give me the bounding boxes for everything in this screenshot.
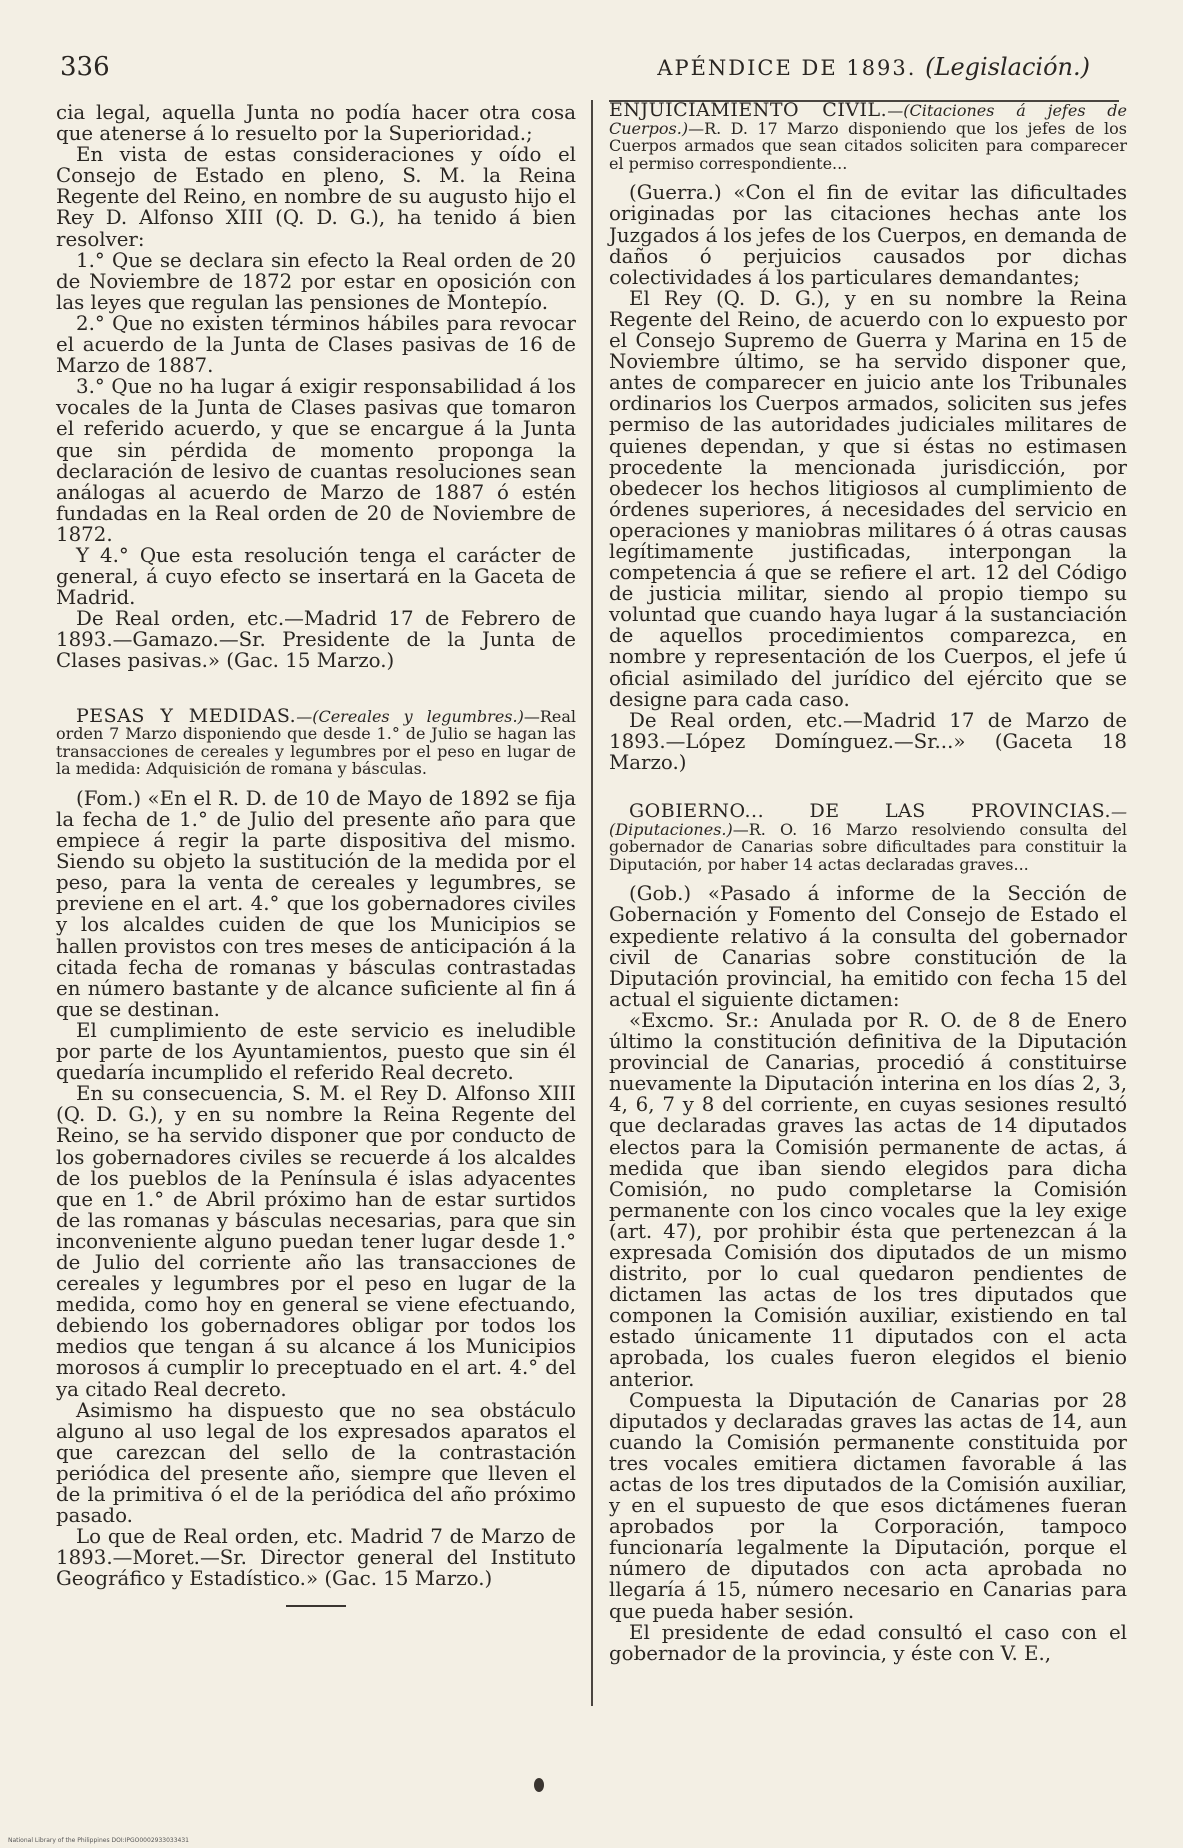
ink-blot xyxy=(534,1778,544,1792)
paragraph: (Fom.) «En el R. D. de 10 de Mayo de 1892 se fija la fecha de 1.° de Julio del presente año para que empiece á regir la parte dispositiva del mismo. Siendo su objeto la sustitución de la medida por el peso, para la venta de cereales y legumbres, se previene en el art. 4.° que los gobernadores civiles y los alcaldes cuiden de que los Municipios se hallen provistos con tres meses de anticipación á la citada fecha de romanas y básculas contrastadas en número bastante y de alcance suficiente al fin á que se destinan. xyxy=(56,786,576,1021)
paragraph: (Gob.) «Pasado á informe de la Sección de Gobernación y Fomento del Consejo de Estado el expediente relativo á la consulta del gobernador civil de Canarias sobre constitución de la Diputación provincial, ha emitido con fecha 15 del actual el siguiente dictamen: xyxy=(609,882,1127,1011)
running-title xyxy=(657,53,1090,81)
section-subtitle: —(Cereales y legumbres.) xyxy=(296,706,524,726)
running-subtitle: (Legislación.) xyxy=(925,53,1090,81)
section-summary: —Real orden 7 Marzo disponiendo que desde 1.° de Julio se hagan las transacciones de cereales y legumbres por el peso en lugar de la medida: Adquisición de romana y básculas. xyxy=(56,706,576,779)
section-end-rule xyxy=(286,1605,346,1607)
paragraph: El presidente de edad consultó el caso con el gobernador de la provincia, y éste con V. E., xyxy=(609,1620,1127,1665)
left-column xyxy=(56,102,576,1607)
section-title: ENJUICIAMIENTO CIVIL. xyxy=(609,99,888,121)
column-divider xyxy=(591,100,593,1706)
paragraph: 2.° Que no existen términos hábiles para revocar el acuerdo de la Junta de Clases pasivas de 16 de Marzo de 1887. xyxy=(56,311,576,378)
section-subtitle: —(Citaciones á jefes de Cuerpos.) xyxy=(609,101,1127,138)
paragraph: De Real orden, etc.—Madrid 17 de Marzo de 1893.—López Domínguez.—Sr...» (Gaceta 18 Marzo.) xyxy=(609,708,1127,774)
paragraph: 3.° Que no ha lugar á exigir responsabilidad á los vocales de la Junta de Clases pasivas que tomaron el referido acuerdo, y que se encargue á la Junta que sin pérdida de momento proponga la declaración de lesivo de cuantas resoluciones sean análogas al acuerdo de Marzo de 1887 ó estén fundadas en la Real orden de 20 de Noviembre de 1872. xyxy=(56,375,576,546)
section-title: GOBIERNO... DE LAS PROVINCIAS. xyxy=(629,800,1111,822)
running-title-text: APÉNDICE DE 1893. xyxy=(657,56,917,80)
paragraph: En vista de estas consideraciones y oído el Consejo de Estado en pleno, S. M. la Reina Regente del Reino, en nombre de su augusto hijo el Rey D. Alfonso XIII (Q. D. G.), ha tenido á bien resolver: xyxy=(56,143,576,251)
paragraph: cia legal, aquella Junta no podía hacer otra cosa que atenerse á lo resuelto por la Superioridad.; xyxy=(56,101,576,146)
section-spacer xyxy=(609,773,1127,803)
section-title: PESAS Y MEDIDAS. xyxy=(76,704,297,727)
section-heading xyxy=(56,704,576,779)
paragraph: El cumplimiento de este servicio es ineludible por parte de los Ayuntamientos, puesto que sin él quedaría incumplido el referido Real decreto. xyxy=(56,1018,576,1085)
paragraph: Asimismo ha dispuesto que no sea obstáculo alguno al uso legal de los expresados aparatos el que carezcan del sello de la contrastación periódica del presente año, siempre que lleven el de la primitiva ó el de la periódica del año próximo pasado. xyxy=(56,1398,576,1528)
paragraph: De Real orden, etc.—Madrid 17 de Febrero de 1893.—Gamazo.—Sr. Presidente de la Junta de Clases pasivas.» (Gac. 15 Marzo.) xyxy=(56,607,576,673)
section-summary: —R. D. 17 Marzo disponiendo que los jefes de los Cuerpos armados que sean citados soliciten para comparecer el permiso correspondiente... xyxy=(609,118,1127,173)
page-number: 336 xyxy=(60,52,110,82)
paragraph: Lo que de Real orden, etc. Madrid 7 de Marzo de 1893.—Moret.—Sr. Director general del Instituto Geográfico y Estadístico.» (Gac. 15 Marzo.) xyxy=(56,1525,576,1591)
paragraph: (Guerra.) «Con el fin de evitar las dificultades originadas por las citaciones hechas ante los Juzgados á los jefes de los Cuerpos, en demanda de daños ó perjuicios causados por dichas colectividades á los particulares demandantes; xyxy=(609,181,1127,289)
paragraph: «Excmo. Sr.: Anulada por R. O. de 8 de Enero último la constitución definitiva de la Diputación provincial de Canarias, procedió á constituirse nuevamente la Diputación interina en los días 2, 3, 4, 6, 7 y 8 del corriente, en cuyas sesiones resultó que declaradas graves las actas de 14 diputados electos para la Comisión permanente de actas, á medida que iban siendo elegidos para dicha Comisión, no pudo completarse la Comisión permanente con los cinco vocales que la ley exige (art. 47), por prohibir ésta que pertenezcan á la expresada Comisión dos diputados de un mismo distrito, por lo cual quedaron pendientes de dictamen las actas de los tres diputados que componen la Comisión auxiliar, existiendo en tal estado únicamente 11 diputados con el acta aprobada, los cuales fueron elegidos el bienio anterior. xyxy=(609,1008,1127,1391)
paragraph: En su consecuencia, S. M. el Rey D. Alfonso XIII (Q. D. G.), y en su nombre la Reina Regente del Reino, se ha servido disponer que por conducto de los gobernadores civiles se recuerde á los alcaldes de los pueblos de la Península é islas adyacentes que en 1.° de Abril próximo han de estar surtidos de las romanas y básculas necesarias, para que sin inconveniente alguno puedan tener lugar desde 1.° de Julio del corriente año las transacciones de cereales y legumbres por el peso en lugar de la medida, como hoy en general se viene efectuando, debiendo los gobernadores obligar por todos los medios que tengan á su alcance á los Municipios morosos á cumplir lo preceptuado en el art. 4.° del ya citado Real decreto. xyxy=(56,1082,576,1401)
paragraph: El Rey (Q. D. G.), y en su nombre la Reina Regente del Reino, de acuerdo con lo expuesto por el Consejo Supremo de Guerra y Marina en 15 de Noviembre último, se ha servido disponer que, antes de comparecer en juicio ante los Tribunales ordinarios los Cuerpos armados, soliciten sus jefes permiso de las autoridades judiciales militares de quienes dependan, y que si éstas no estimasen procedente la mencionada jurisdicción, por obedecer los hechos litigiosos al cumplimiento de órdenes superiores, á necesidades del servicio en operaciones y maniobras militares ó á otras causas legítimamente justificadas, interpongan la competencia á que se refiere el art. 12 del Código de justicia militar, siendo al propio tiempo su voluntad que cuando haya lugar á la sustanciación de aquellos procedimientos comparezca, en nombre y representación de los Cuerpos, el jefe ú oficial asimilado del jurídico del ejército que se designe para cada caso. xyxy=(609,286,1127,711)
section-heading xyxy=(609,800,1127,874)
section-spacer xyxy=(56,672,576,708)
section-subtitle: —(Diputaciones.) xyxy=(609,802,1127,839)
right-column xyxy=(609,99,1127,1665)
page-header xyxy=(60,52,1130,82)
paragraph: Compuesta la Diputación de Canarias por 28 diputados y declaradas graves las actas de 14, aun cuando la Comisión permanente constituida por tres vocales emitiera dictamen favorable á las actas de los tres diputados de la Comisión auxiliar, y en el supuesto de que esos dictámenes fueran aprobados por la Corporación, tampoco funcionaría legalmente la Diputación, porque el número de diputados con acta aprobada no llegaría á 15, número necesario en Canarias para que pueda haber sesión. xyxy=(609,1388,1127,1623)
scan-footer: National Library of the Philippines DOI:IPGO0002933033431 xyxy=(8,1837,189,1844)
paragraph: Y 4.° Que esta resolución tenga el carácter de general, á cuyo efecto se insertará en la Gaceta de Madrid. xyxy=(56,543,576,610)
section-heading xyxy=(609,99,1127,173)
section-summary: —R. O. 16 Marzo resolviendo consulta del gobernador de Canarias sobre dificultades para constituir la Diputación, por haber 14 actas declaradas graves... xyxy=(609,819,1127,874)
paragraph: 1.° Que se declara sin efecto la Real orden de 20 de Noviembre de 1872 por estar en oposición con las leyes que regulan las pensiones de Montepío. xyxy=(56,248,576,314)
